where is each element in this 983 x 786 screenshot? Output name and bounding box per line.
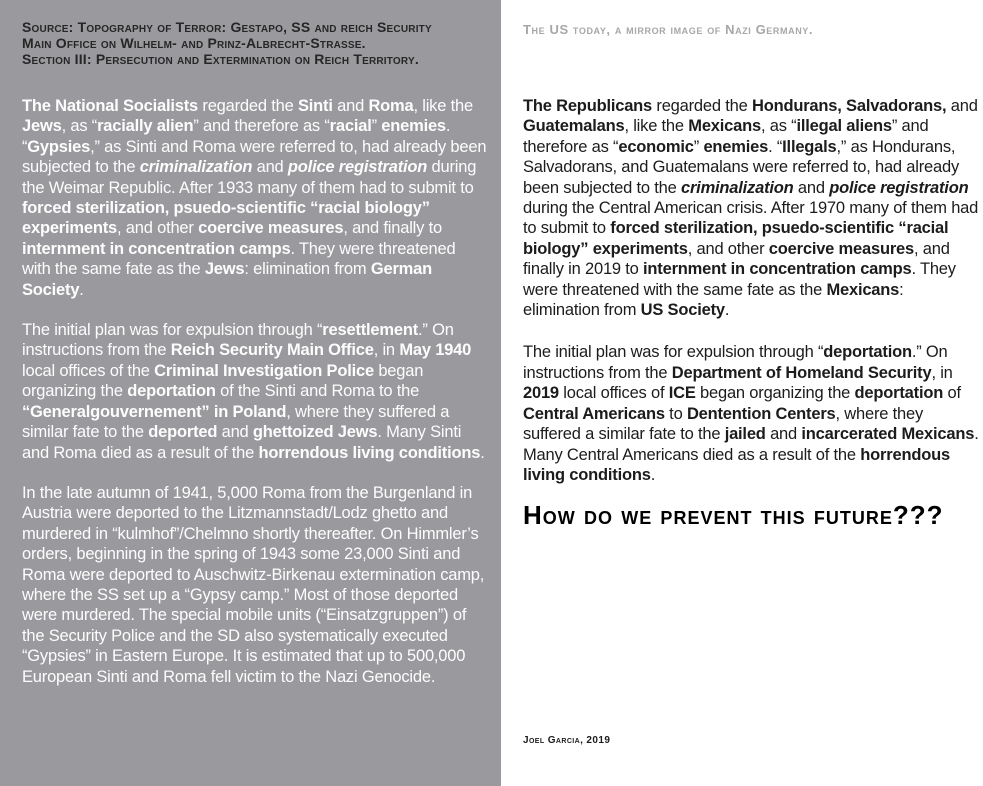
right-panel-us-today	[501, 0, 983, 786]
author-credit: Joel Garcia, 2019	[523, 735, 611, 746]
left-paragraph-deportations-1941: In the late autumn of 1941, 5,000 Roma from the Burgenland in Austria were deported to the Litzmannstadt/Lodz ghetto and murdered in “kulmhof”/Chelmno shortly thereafter. On Himmler’s orders, beginning in the spring of 1943 some 23,000 Sinti and Roma were deported to Auschwitz-Birkenau extermination camp, where the SS set up a “Gypsy camp.” Most of those deported were murdered. The special mobile units (“Einsatzgruppen”) of the Security Police and the SD also systematically executed “Gypsies” in Eastern Europe. It is estimated that up to 500,000 European Sinti and Roma fell victim to the Nazi Genocide.	[22, 483, 485, 686]
left-source-header	[22, 19, 478, 67]
prevent-future-heading: How do we prevent this future???	[523, 500, 944, 530]
left-paragraph-resettlement: The initial plan was for expulsion through “resettlement.” On instructions from the Reich Security Main Office, in May 1940 local offices of the Criminal Investigation Police began organizing the deportation of the Sinti and Roma to the “Generalgouvernement” in Poland, where they suffered a similar fate to the deported and ghettoized Jews. Many Sinti and Roma died as a result of the horrendous living conditions.	[22, 321, 485, 462]
right-paragraph-deportation: The initial plan was for expulsion through “deportation.” On instructions from the Department of Homeland Security, in 2019 local offices of ICE began organizing the deportation of Central Americans to Dentention Centers, where they suffered a similar fate to the jailed and incarcerated Mexicans. Many Central Americans died as a result of the horrendous living conditions.	[523, 343, 979, 484]
left-body-text	[22, 96, 488, 707]
left-source-header-line-3: Section III: Persecution and Extermination on Reich Territory.	[22, 51, 419, 67]
right-body-text	[523, 96, 980, 507]
left-source-header-line-2: Main Office on Wilhelm- and Prinz-Albrecht-Strasse.	[22, 35, 366, 51]
right-paragraph-republicans: The Republicans regarded the Hondurans, Salvadorans, and Guatemalans, like the Mexicans, as “illegal aliens” and therefore as “economic” enemies. “Illegals,” as Hondurans, Salvadorans, and Guatemalans were referred to, had already been subjected to the criminalization and police registration during the Central American crisis. After 1970 many of them had to submit to forced sterilization, psuedo-scientific “racial biology” experiments, and other coercive measures, and finally in 2019 to internment in concentration camps. They were threatened with the same fate as the Mexicans: elimination from US Society.	[523, 97, 979, 320]
left-paragraph-national-socialists: The National Socialists regarded the Sinti and Roma, like the Jews, as “racially alien” and therefore as “racial” enemies. “Gypsies,” as Sinti and Roma were referred to, had already been subjected to the criminalization and police registration during the Weimar Republic. After 1933 many of them had to submit to forced sterilization, psuedo-scientific “racial biology” experiments, and other coercive measures, and finally to internment in concentration camps. They were threatened with the same fate as the Jews: elimination from German Society.	[22, 97, 487, 299]
left-source-header-line-1: Source: Topography of Terror: Gestapo, SS and reich Security	[22, 19, 432, 35]
right-mirror-header: The US today, a mirror image of Nazi Germany.	[523, 22, 814, 37]
